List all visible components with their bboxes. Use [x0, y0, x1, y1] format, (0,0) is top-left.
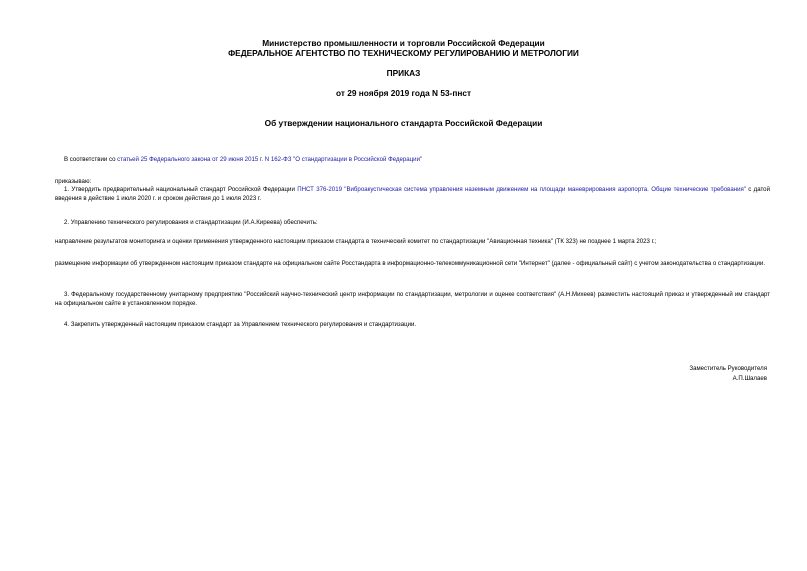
item-2-paragraph: 2. Управлению технического регулирования и стандартизации (И.А.Киреева) обеспечить:: [64, 219, 318, 226]
intro-prefix: В соответствии со: [64, 156, 118, 163]
document-type: ПРИКАЗ: [386, 68, 421, 78]
item-4-paragraph: 4. Закрепить утвержденный настоящим приказом стандарт за Управлением технического регулирования и стандартизации.: [64, 321, 417, 328]
signature-position: Заместитель Руководителя: [689, 365, 767, 372]
item-1-suffix: с датой введения в действие 1 июля 2020 г. и сроком действия до 1 июля 2023 г.: [55, 186, 770, 202]
document-date-number: от 29 ноября 2019 года N 53-пнст: [335, 88, 472, 98]
item-1-prefix: 1. Утвердить предварительный национальный стандарт Российской Федерации: [64, 186, 298, 193]
item-1-paragraph: [55, 186, 770, 203]
intro-paragraph: [55, 156, 770, 165]
item-2a-paragraph: направление результатов мониторинга и оценки применения утвержденного настоящим приказом стандарта в технический комитет по стандартизации "Авиационная техника" (ТК 323) не позднее 1 марта 2023 г.;: [55, 238, 657, 245]
federal-law-link[interactable]: статьей 25 Федерального закона от 29 июня 2015 г. N 162-ФЗ "О стандартизации в Российской Федерации": [117, 156, 423, 163]
order-word: приказываю:: [55, 178, 92, 185]
document-title: Об утверждении национального стандарта Российской Федерации: [264, 118, 543, 128]
standard-link[interactable]: ПНСТ 376-2019 "Виброакустическая система управления наземным движением на площади маневрирования аэропорта. Общие технические требования": [297, 186, 746, 193]
signature-name: А.П.Шалаев: [732, 375, 767, 382]
agency-name: ФЕДЕРАЛЬНОЕ АГЕНТСТВО ПО ТЕХНИЧЕСКОМУ РЕГУЛИРОВАНИЮ И МЕТРОЛОГИИ: [228, 48, 579, 58]
ministry-name: Министерство промышленности и торговли Российской Федерации: [262, 38, 545, 48]
item-3-paragraph: 3. Федеральному государственному унитарному предприятию "Российский научно-технический центр информации по стандартизации, метрологии и оценке соответствия" (А.Н.Михеев) разместить настоящий приказ и утвержденный им стандарт на официальном сайте в установленном порядке.: [55, 291, 770, 307]
item-2b-paragraph: размещение информации об утвержденном настоящим приказом стандарте на официальном сайте Росстандарта в информационно-телекоммуникационной сети "Интернет" (далее - официальный сайт) с учетом законодательства о стандартизации.: [55, 260, 766, 267]
